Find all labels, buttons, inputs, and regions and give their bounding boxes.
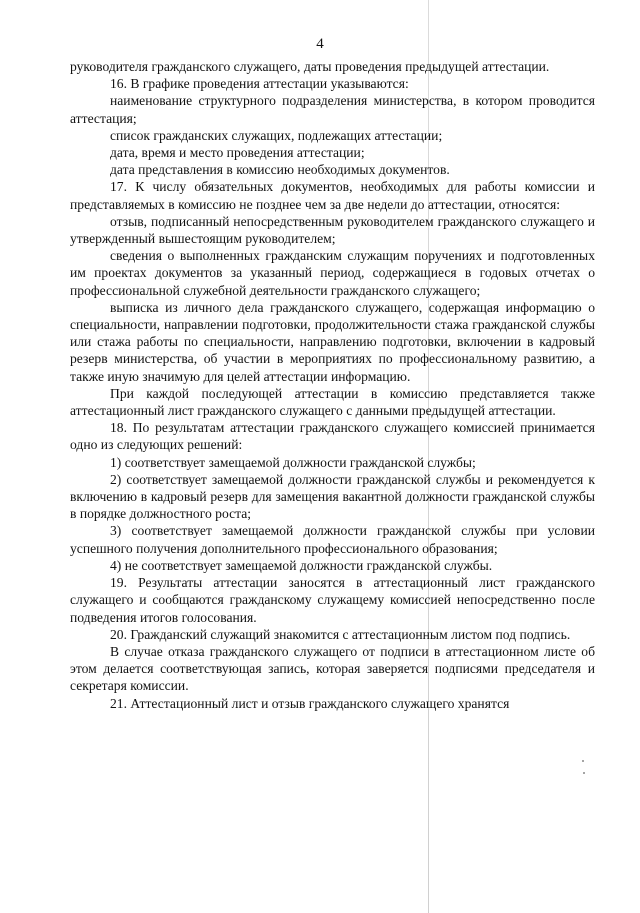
paragraph: При каждой последующей аттестации в комиссию представляется также аттестационный лист гражданского служащего с данными предыдущей аттестации. bbox=[70, 385, 595, 419]
paragraph: 4) не соответствует замещаемой должности гражданской службы. bbox=[110, 557, 493, 573]
paragraph: 16. В графике проведения аттестации указываются: bbox=[110, 76, 409, 92]
paragraph: выписка из личного дела гражданского служащего, содержащая информацию о специальности, направлении подготовки, продолжительности стажа гражданской службы или стажа работы по специальности, направлению подготовки, включении в кадровый резерв министерства, об участии в мероприятиях по профессиональному развитию, а также иную значимую для целей аттестации информацию. bbox=[70, 299, 595, 384]
scan-speck bbox=[582, 760, 584, 762]
paragraph: 20. Гражданский служащий знакомится с аттестационным листом под подпись. bbox=[110, 626, 571, 642]
paragraph: руководителя гражданского служащего, даты проведения предыдущей аттестации. bbox=[70, 59, 550, 74]
paragraph: 2) соответствует замещаемой должности гражданской службы и рекомендуется к включению в кадровый резерв для замещения вакантной должности гражданской службы в порядке должностного роста; bbox=[70, 471, 595, 522]
paragraph: 21. Аттестационный лист и отзыв гражданского служащего хранятся bbox=[110, 695, 510, 711]
document-body bbox=[70, 58, 595, 712]
paragraph: список гражданских служащих, подлежащих аттестации; bbox=[110, 127, 443, 143]
paragraph: 1) соответствует замещаемой должности гражданской службы; bbox=[110, 454, 476, 470]
page-number: 4 bbox=[316, 36, 324, 52]
paragraph: сведения о выполненных гражданским служащим поручениях и подготовленных им проектах документов за указанный период, содержащиеся в годовых отчетах о профессиональной служебной деятельности гражданского служащего; bbox=[70, 248, 595, 298]
paragraph: В случае отказа гражданского служащего от подписи в аттестационном листе об этом делается соответствующая запись, которая заверяется подписями председателя и секретаря комиссии. bbox=[70, 643, 595, 694]
scan-speck bbox=[583, 772, 585, 774]
paragraph: дата, время и место проведения аттестации; bbox=[110, 145, 365, 161]
paragraph: 18. По результатам аттестации гражданского служащего комиссией принимается одно из следующих решений: bbox=[70, 420, 595, 453]
paragraph: наименование структурного подразделения министерства, в котором проводится аттестация; bbox=[70, 93, 595, 126]
paragraph: 3) соответствует замещаемой должности гражданской службы при условии успешного получения дополнительного профессионального образования; bbox=[70, 523, 595, 556]
paragraph: отзыв, подписанный непосредственным руководителем гражданского служащего и утвержденный вышестоящим руководителем; bbox=[70, 213, 595, 247]
paragraph: дата представления в комиссию необходимых документов. bbox=[110, 162, 450, 178]
paragraph: 19. Результаты аттестации заносятся в аттестационный лист гражданского служащего и сообщаются гражданскому служащему комиссией непосредственно после подведения итогов голосования. bbox=[70, 575, 595, 625]
paragraph: 17. К числу обязательных документов, необходимых для работы комиссии и представляемых в комиссию не позднее чем за две недели до аттестации, относятся: bbox=[70, 179, 595, 212]
